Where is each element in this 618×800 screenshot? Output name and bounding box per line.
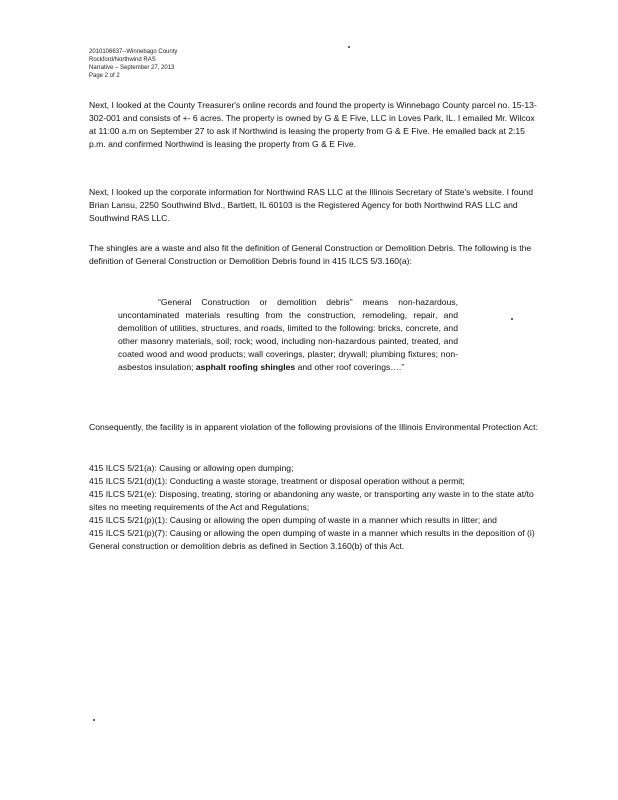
page-header — [89, 48, 177, 80]
violation-item: 415 ILCS 5/21(p)(1): Causing or allowing the open dumping of waste in a manner which results in litter; and — [89, 515, 497, 525]
paragraph-corporate-info: Next, I looked up the corporate information for Northwind RAS LLC at the Illinois Secretary of State's website. I found Brian Lansu, 2250 Southwind Blvd., Bartlett, IL 60103 is the Registered Agency for both Northwind RAS LLC and Southwind RAS LLC. — [89, 187, 533, 223]
paragraph-parcel-records: Next, I looked at the County Treasurer's online records and found the property is Winnebago County parcel no. 15-13-302-001 and consists of +- 6 acres. The property is owned by G & E Five, LLC in Loves Park, IL. I emailed Mr. Wilcox at 11:00 a.m on September 27 to ask if Northwind is leasing the property from G & E Five. He emailed back at 2:15 p.m. and confirmed Northwind is leasing the property from G & E Five. — [89, 100, 537, 149]
violation-item: 415 ILCS 5/21(e): Disposing, treating, storing or abandoning any waste, or transporting any waste in to the state at/to sites no meeting requirements of the Act and Regulations; — [89, 489, 534, 512]
paragraph-shingles-definition: The shingles are a waste and also fit the definition of General Construction or Demolition Debris. The following is the definition of General Construction or Demolition Debris found in 415 ILCS 5/3.160(a): — [89, 243, 532, 266]
scan-speck — [348, 46, 350, 48]
scan-speck — [511, 318, 513, 320]
violation-item: 415 ILCS 5/21(d)(1): Conducting a waste storage, treatment or disposal operation without a permit; — [89, 476, 465, 486]
quote-text-end: and other roof coverings….” — [295, 362, 405, 372]
header-case-line: 2010106637--Winnebago County — [89, 49, 178, 55]
scan-speck — [93, 719, 95, 721]
violations-list — [89, 462, 541, 553]
header-site-line: Rockford/Northwind RAS — [89, 57, 156, 63]
header-narrative-line: Narrative – September 27, 2013 — [89, 65, 175, 71]
header-page-number: Page 2 of 2 — [89, 73, 120, 79]
statute-quote — [118, 296, 458, 374]
violation-item: 415 ILCS 5/21(p)(7): Causing or allowing the open dumping of waste in a manner which results in the deposition of (i) General construction or demolition debris as defined in Section 3.160(b) of this Act. — [89, 528, 535, 551]
paragraph-violation-intro: Consequently, the facility is in apparent violation of the following provisions of the Illinois Environmental Protection Act: — [89, 422, 538, 432]
quote-text-start: “General Construction or demolition debris” means non-hazardous, uncontaminated materials resulting from the construction, remodeling, repair, and demolition of utilities, structures, and roads, limited to the following: bricks, concrete, and other masonry materials, soil; rock; wood, including non-hazardous painted, treated, and coated wood and wood products; wall coverings, plaster; drywall; plumbing fixtures; non-asbestos insulation; — [118, 297, 458, 372]
quote-indent — [118, 297, 158, 307]
quote-bold-shingles: asphalt roofing shingles — [195, 362, 296, 372]
violation-item: 415 ILCS 5/21(a): Causing or allowing open dumping; — [89, 463, 294, 473]
